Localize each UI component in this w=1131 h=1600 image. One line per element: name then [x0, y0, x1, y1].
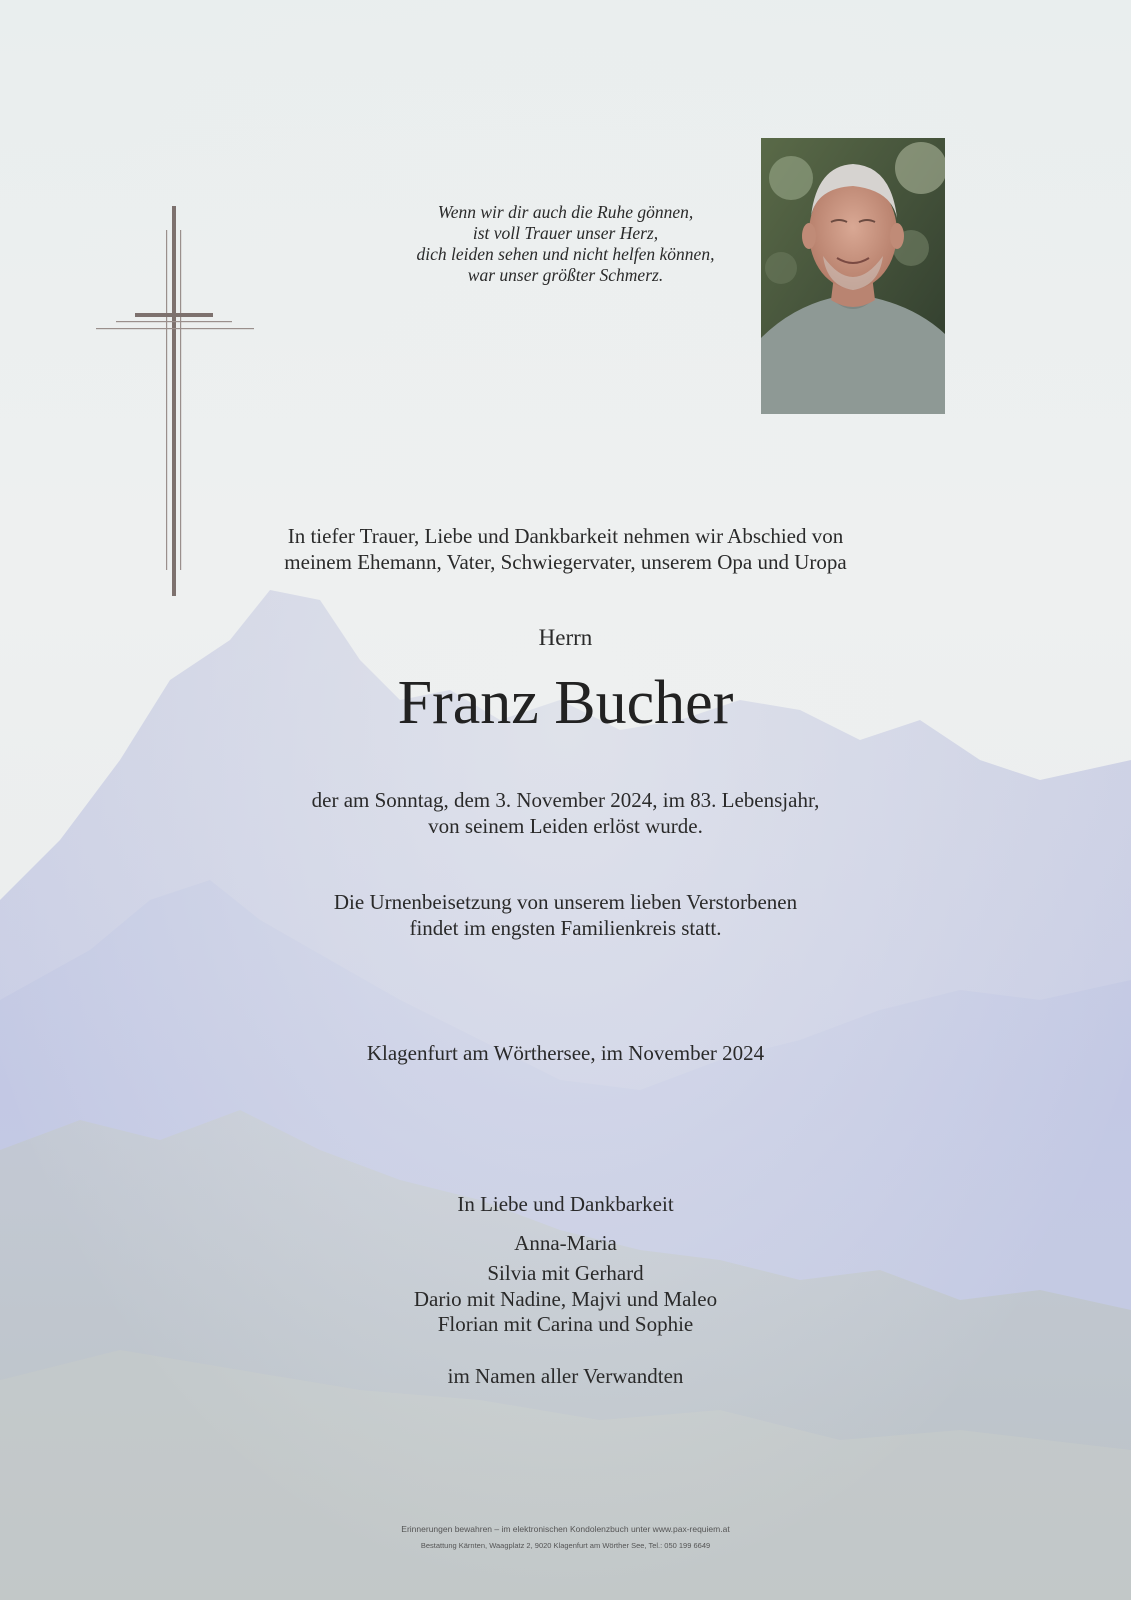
deceased-name: Franz Bucher [397, 669, 734, 737]
mourner-family: Silvia mit Gerhard Dario mit Nadine, Majvi und Maleo Florian mit Carina und Sophie [413, 1261, 718, 1336]
footer-funeral-home: Bestattung Kärnten, Waagplatz 2, 9020 Klagenfurt am Wörther See, Tel.: 050 199 6649 [420, 1541, 711, 1550]
burial-notice: Die Urnenbeisetzung von unserem lieben Verstorbenen findet im engsten Familienkreis statt. [333, 890, 798, 940]
mourner-spouse: Anna-Maria [514, 1231, 617, 1255]
relatives-note: im Namen aller Verwandten [447, 1364, 684, 1388]
footer-condolence: Erinnerungen bewahren – im elektronischen Kondolenzbuch unter www.pax-requiem.at [401, 1524, 730, 1534]
poem: Wenn wir dir auch die Ruhe gönnen, ist voll Trauer unser Herz, dich leiden sehen und nicht helfen können, war unser größter Schmerz. [416, 202, 715, 285]
salutation: Herrn [538, 625, 593, 650]
place-date: Klagenfurt am Wörthersee, im November 2024 [366, 1041, 765, 1065]
death-notice: der am Sonntag, dem 3. November 2024, im 83. Lebensjahr, von seinem Leiden erlöst wurde. [311, 788, 820, 838]
closing-greeting: In Liebe und Dankbarkeit [457, 1192, 674, 1216]
intro-text: In tiefer Trauer, Liebe und Dankbarkeit nehmen wir Abschied von meinem Ehemann, Vater, Schwiegervater, unserem Opa und Uropa [284, 524, 847, 574]
